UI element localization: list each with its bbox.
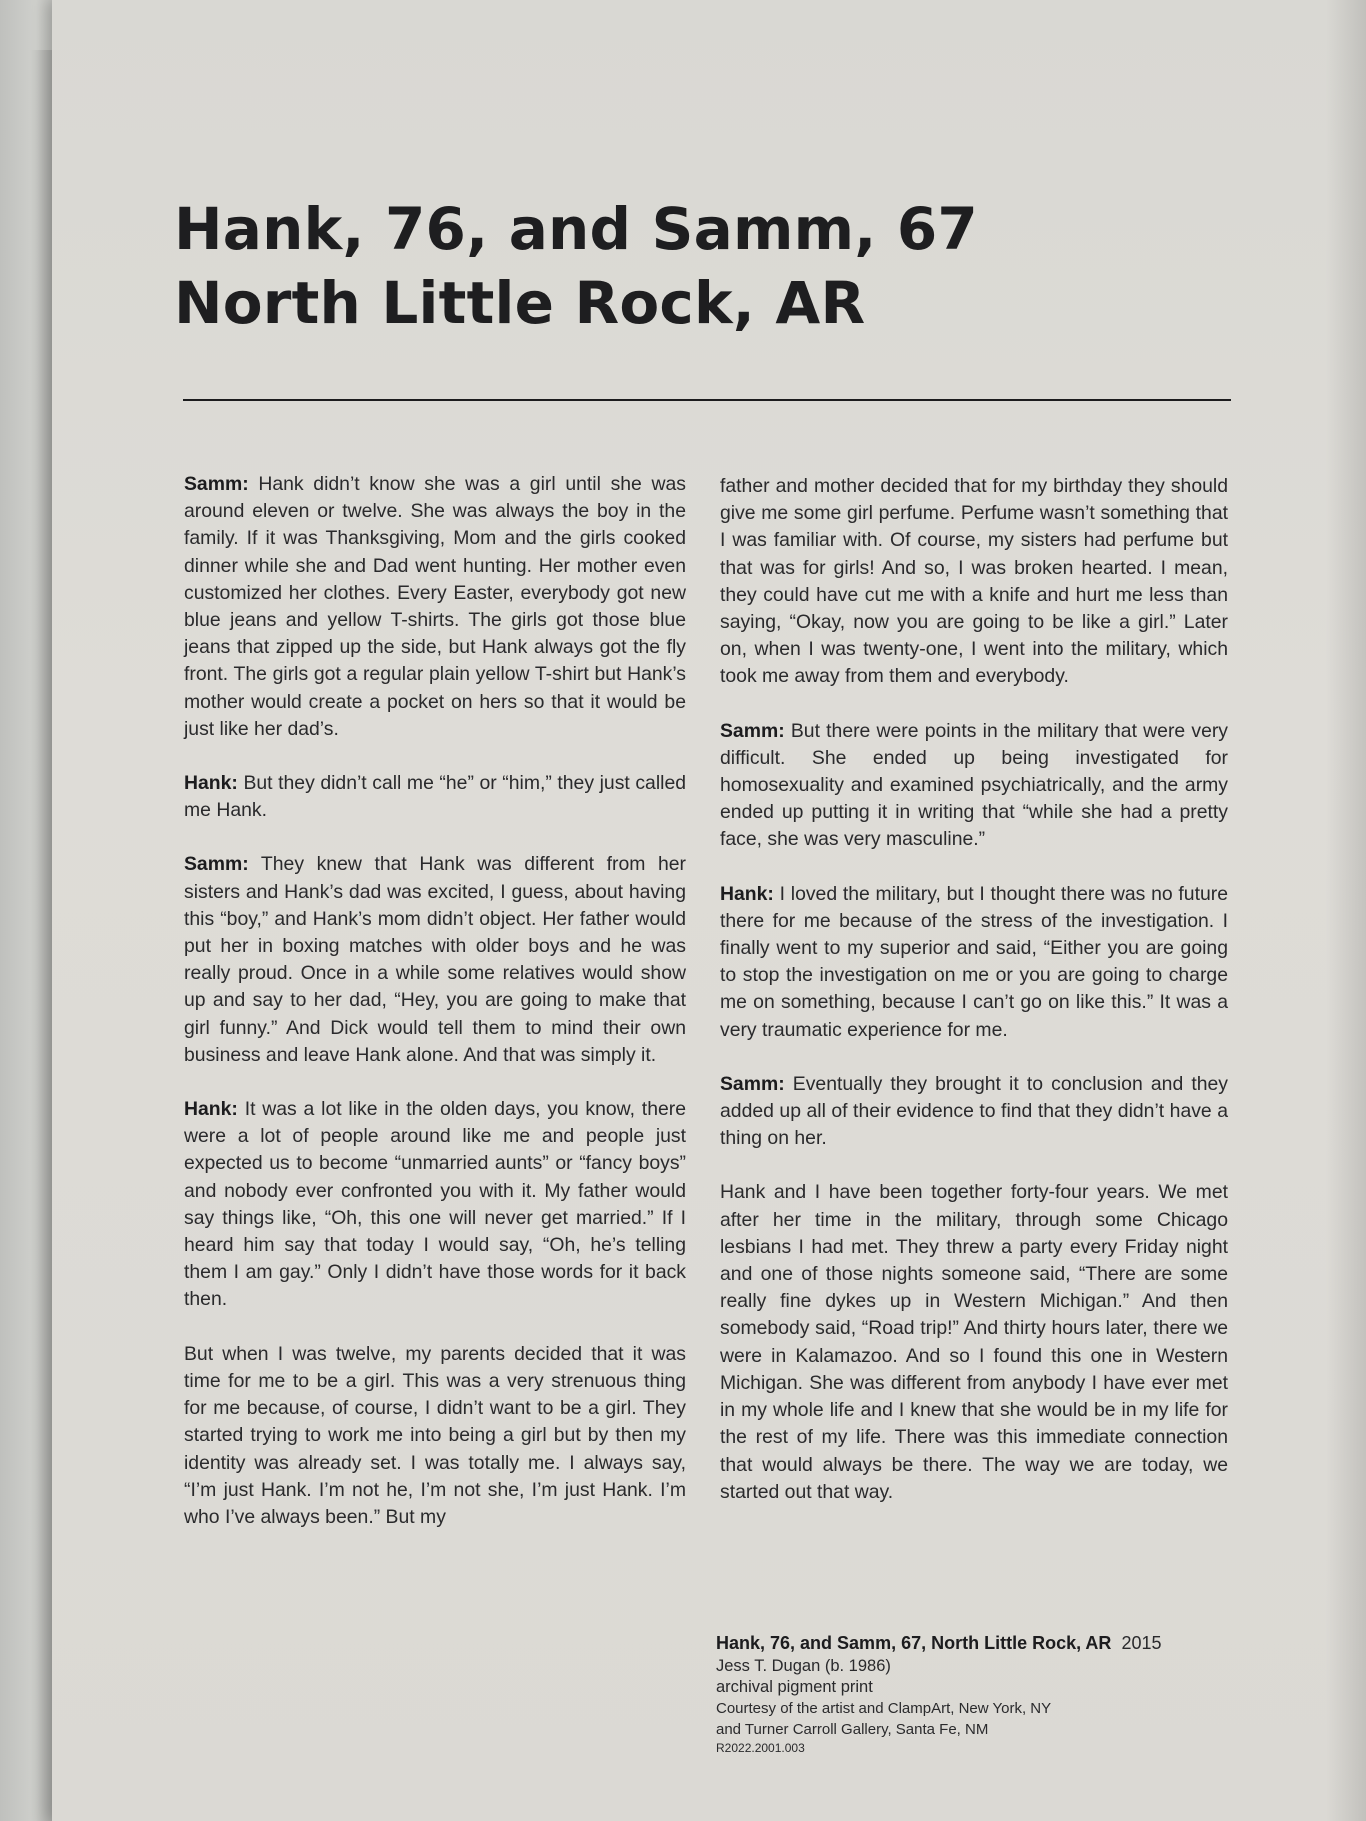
credit-accession-number: R2022.2001.003 [716, 1741, 805, 1755]
speaker-label: Hank: [184, 772, 238, 795]
paragraph-text: But there were points in the military that were very difficult. She ended up being investigated for homosexuality and examined psychiatrically, and the army ended up putting it in writing that “while she had a pretty face, she was very masculine.” [720, 719, 1229, 851]
title-line-location: North Little Rock, AR [174, 269, 866, 337]
artwork-credit [716, 1631, 1236, 1756]
paragraph [720, 1071, 1228, 1153]
text-column-right [720, 473, 1228, 1533]
credit-courtesy-1: Courtesy of the artist and ClampArt, New York, NY [716, 1700, 1052, 1717]
paragraph [184, 770, 686, 824]
speaker-label: Samm: [184, 853, 249, 876]
panel-edge-shade [1326, 0, 1366, 1821]
credit-medium: archival pigment print [716, 1678, 873, 1696]
text-column-left [184, 471, 686, 1558]
paragraph [184, 1096, 686, 1314]
page-title [174, 192, 978, 340]
paragraph-text: But they didn’t call me “he” or “him,” they just called me Hank. [184, 772, 687, 822]
title-divider [183, 399, 1231, 401]
paragraph-text: Hank and I have been together forty-four years. We met after her time in the military, through some Chicago lesbians I had met. They threw a party every Friday night and one of those nights someone said, “There are some really fine dykes up in Western Michigan.” And then somebody said, “Road trip!” And thirty hours later, there we were in Kalamazoo. And so I found this one in Western Michigan. She was different from anybody I have ever met in my whole life and I knew that she would be in my life for the rest of my life. There was this immediate connection that would always be there. The way we are today, we started out that way. [720, 1181, 1228, 1503]
paragraph [184, 471, 686, 743]
credit-artist: Jess T. Dugan (b. 1986) [716, 1657, 891, 1675]
title-line-names: Hank, 76, and Samm, 67 [174, 195, 978, 263]
speaker-label: Samm: [720, 1072, 785, 1095]
paragraph [720, 718, 1228, 854]
paragraph-text: But when I was twelve, my parents decided that it was time for me to be a girl. This was a very strenuous thing for me because, of course, I didn’t want to be a girl. They started trying to work me into being a girl but by then my identity was already set. I was totally me. I always say, “I’m just Hank. I’m not he, I’m not she, I’m just Hank. I’m who I’ve always been.” But my [184, 1342, 686, 1528]
paragraph-text: I loved the military, but I thought there was no future there for me because of the stress of the investigation. I finally went to my superior and said, “Either you are going to stop the investigation on me or you are going to charge me on something, because I can’t go on like this.” It was a very traumatic experience for me. [720, 882, 1228, 1041]
speaker-label: Hank: [184, 1098, 238, 1121]
speaker-label: Samm: [184, 473, 249, 495]
paragraph [720, 881, 1228, 1044]
paragraph-text: It was a lot like in the olden days, you know, there were a lot of people around like me and people just expected us to become “unmarried aunts” or “fancy boys” and nobody ever confronted you with it. My father would say things like, “Oh, this one will never get married.” If I heard him say that today I would say, “Oh, he’s telling them I am gay.” Only I didn’t have those words for it back then. [184, 1098, 687, 1311]
paragraph-text: Hank didn’t know she was a girl until she was around eleven or twelve. She was always the boy in the family. If it was Thanksgiving, Mom and the girls cooked dinner while she and Dad went hunting. Her mother even customized her clothes. Every Easter, everybody got new blue jeans and yellow T-shirts. The girls got those blue jeans that zipped up the side, but Hank always got the fly front. The girls got a regular plain yellow T-shirt but Hank’s mother would create a pocket on hers so that it would be just like her dad’s. [184, 473, 686, 740]
paragraph-text: father and mother decided that for my birthday they should give me some girl perfume. Perfume wasn’t something that I was familiar with. Of course, my sisters had perfume but that was for girls! And so, I was broken hearted. I mean, they could have cut me with a knife and hurt me less than saying, “Okay, now you are going to be like a girl.” Later on, when I was twenty-one, I went into the military, which took me away from them and everybody. [720, 475, 1228, 688]
credit-courtesy-2: and Turner Carroll Gallery, Santa Fe, NM [716, 1721, 989, 1738]
speaker-label: Hank: [720, 882, 774, 905]
paragraph [720, 473, 1228, 691]
paragraph-text: They knew that Hank was different from her sisters and Hank’s dad was excited, I guess, about having this “boy,” and Hank’s mom didn’t object. Her father would put her in boxing matches with older boys and he was really proud. Once in a while some relatives would show up and say to her dad, “Hey, you are going to make that girl funny.” And Dick would tell them to mind their own business and leave Hank alone. And that was simply it. [184, 853, 686, 1066]
paragraph [184, 1341, 686, 1531]
paragraph-text: Eventually they brought it to conclusion and they added up all of their evidence to find that they didn’t have a thing on her. [720, 1072, 1228, 1150]
credit-title-line [716, 1631, 1236, 1656]
paragraph [184, 851, 686, 1069]
speaker-label: Samm: [720, 719, 785, 742]
paragraph [720, 1179, 1228, 1505]
credit-work-title: Hank, 76, and Samm, 67, North Little Rock, AR [716, 1633, 1112, 1653]
credit-year: 2015 [1121, 1633, 1162, 1653]
